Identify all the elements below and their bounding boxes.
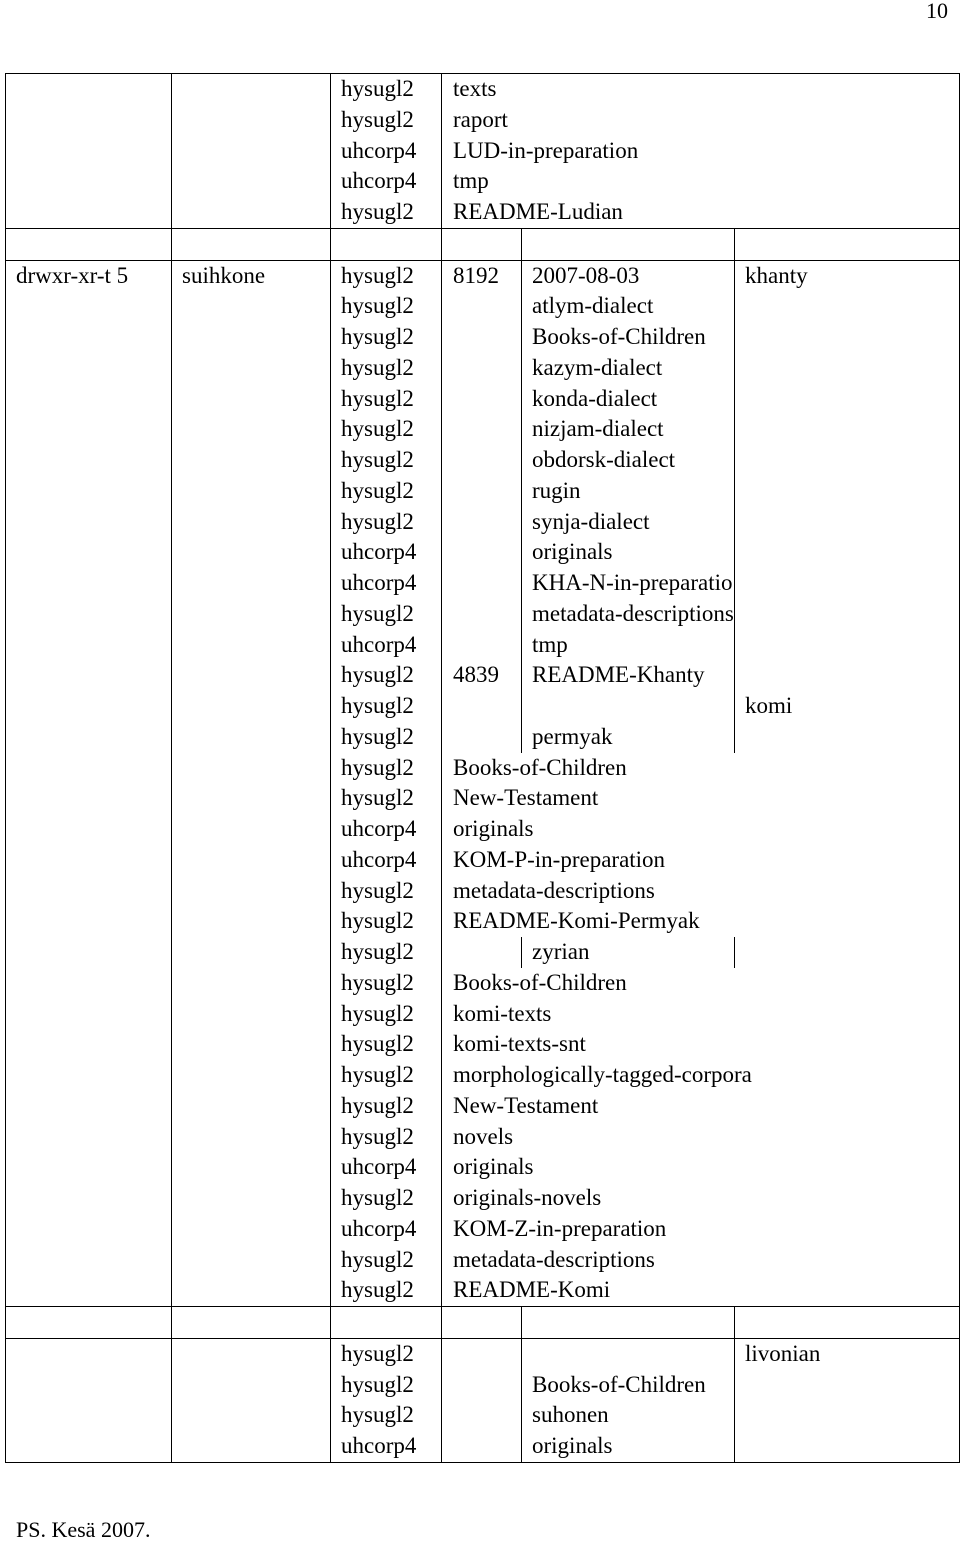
name-cell	[735, 568, 960, 599]
group-cell: hysugl2	[331, 599, 442, 630]
name-cell	[735, 445, 960, 476]
owner-cell	[172, 537, 331, 568]
size-cell: originals	[442, 814, 960, 845]
owner-cell	[172, 105, 331, 136]
permissions-cell	[6, 1122, 172, 1153]
group-cell: hysugl2	[331, 1183, 442, 1214]
name-cell	[735, 599, 960, 630]
group-cell: hysugl2	[331, 260, 442, 291]
group-cell: hysugl2	[331, 937, 442, 968]
date-cell: suhonen	[522, 1400, 735, 1431]
table-row	[6, 476, 960, 507]
owner-cell	[172, 845, 331, 876]
permissions-cell	[6, 722, 172, 753]
owner-cell	[172, 630, 331, 661]
permissions-cell	[6, 630, 172, 661]
table-row	[6, 1338, 960, 1369]
owner-cell	[172, 783, 331, 814]
table-row	[6, 322, 960, 353]
group-cell: hysugl2	[331, 414, 442, 445]
permissions-cell	[6, 1091, 172, 1122]
permissions-cell	[6, 906, 172, 937]
size-cell	[442, 691, 522, 722]
owner-cell	[172, 136, 331, 167]
size-cell: Books-of-Children	[442, 753, 960, 784]
date-cell: Books-of-Children	[522, 1370, 735, 1401]
date-cell: Books-of-Children	[522, 322, 735, 353]
owner-cell	[172, 1338, 331, 1369]
name-cell	[735, 537, 960, 568]
group-cell: uhcorp4	[331, 136, 442, 167]
table-row	[6, 260, 960, 291]
permissions-cell	[6, 1183, 172, 1214]
group-cell: hysugl2	[331, 722, 442, 753]
owner-cell: suihkone	[172, 260, 331, 291]
table-row	[6, 384, 960, 415]
table-row	[6, 1214, 960, 1245]
owner-cell	[172, 445, 331, 476]
owner-cell	[172, 1214, 331, 1245]
empty-cell	[6, 228, 172, 260]
group-cell: hysugl2	[331, 968, 442, 999]
name-cell	[735, 476, 960, 507]
name-cell	[735, 353, 960, 384]
table-row	[6, 1183, 960, 1214]
size-cell	[442, 322, 522, 353]
size-cell	[442, 1370, 522, 1401]
group-cell: hysugl2	[331, 876, 442, 907]
size-cell: originals-novels	[442, 1183, 960, 1214]
owner-cell	[172, 1431, 331, 1462]
group-cell: uhcorp4	[331, 630, 442, 661]
size-cell: metadata-descriptions	[442, 876, 960, 907]
empty-cell	[522, 228, 735, 260]
empty-cell	[442, 228, 522, 260]
owner-cell	[172, 753, 331, 784]
group-cell: uhcorp4	[331, 845, 442, 876]
owner-cell	[172, 322, 331, 353]
permissions-cell	[6, 660, 172, 691]
size-cell: tmp	[442, 166, 960, 197]
size-cell: morphologically-tagged-corpora	[442, 1060, 960, 1091]
size-cell: README-Komi-Permyak	[442, 906, 960, 937]
group-cell: hysugl2	[331, 74, 442, 105]
size-cell: texts	[442, 74, 960, 105]
owner-cell	[172, 74, 331, 105]
size-cell: README-Ludian	[442, 197, 960, 228]
group-cell: hysugl2	[331, 1370, 442, 1401]
owner-cell	[172, 353, 331, 384]
permissions-cell	[6, 568, 172, 599]
size-cell	[442, 1400, 522, 1431]
owner-cell	[172, 722, 331, 753]
table-row	[6, 906, 960, 937]
directory-listing-body	[6, 74, 960, 1463]
table-row	[6, 660, 960, 691]
size-cell: metadata-descriptions	[442, 1245, 960, 1276]
footer-note: PS. Kesä 2007.	[16, 1517, 151, 1542]
size-cell	[442, 537, 522, 568]
table-row	[6, 291, 960, 322]
group-cell: hysugl2	[331, 1060, 442, 1091]
group-cell: hysugl2	[331, 660, 442, 691]
size-cell	[442, 630, 522, 661]
empty-cell	[331, 228, 442, 260]
permissions-cell	[6, 753, 172, 784]
owner-cell	[172, 906, 331, 937]
date-cell: 2007-08-03	[522, 260, 735, 291]
permissions-cell	[6, 74, 172, 105]
empty-cell	[172, 228, 331, 260]
date-cell	[522, 691, 735, 722]
permissions-cell	[6, 105, 172, 136]
empty-cell	[735, 1307, 960, 1339]
name-cell	[735, 722, 960, 753]
permissions-cell	[6, 1400, 172, 1431]
owner-cell	[172, 968, 331, 999]
group-cell: hysugl2	[331, 1275, 442, 1306]
owner-cell	[172, 937, 331, 968]
permissions-cell	[6, 968, 172, 999]
name-cell	[735, 384, 960, 415]
permissions-cell	[6, 1431, 172, 1462]
permissions-cell	[6, 691, 172, 722]
table-row	[6, 753, 960, 784]
date-cell: originals	[522, 537, 735, 568]
table-row	[6, 999, 960, 1030]
group-cell: uhcorp4	[331, 537, 442, 568]
name-cell	[735, 1431, 960, 1462]
directory-listing-table	[5, 73, 960, 1463]
owner-cell	[172, 1275, 331, 1306]
size-cell	[442, 384, 522, 415]
date-cell: zyrian	[522, 937, 735, 968]
permissions-cell	[6, 476, 172, 507]
date-cell: metadata-descriptions	[522, 599, 735, 630]
table-row	[6, 722, 960, 753]
table-row	[6, 691, 960, 722]
permissions-cell	[6, 1152, 172, 1183]
date-cell: README-Khanty	[522, 660, 735, 691]
size-cell: LUD-in-preparation	[442, 136, 960, 167]
permissions-cell	[6, 353, 172, 384]
date-cell: synja-dialect	[522, 507, 735, 538]
size-cell	[442, 1431, 522, 1462]
group-cell: hysugl2	[331, 384, 442, 415]
size-cell: originals	[442, 1152, 960, 1183]
permissions-cell: drwxr-xr-t 5	[6, 260, 172, 291]
group-cell: hysugl2	[331, 322, 442, 353]
name-cell	[735, 660, 960, 691]
owner-cell	[172, 507, 331, 538]
group-cell: hysugl2	[331, 783, 442, 814]
owner-cell	[172, 476, 331, 507]
permissions-cell	[6, 599, 172, 630]
table-row	[6, 937, 960, 968]
empty-cell	[442, 1307, 522, 1339]
owner-cell	[172, 1400, 331, 1431]
table-row	[6, 537, 960, 568]
permissions-cell	[6, 814, 172, 845]
name-cell	[735, 1400, 960, 1431]
table-row	[6, 630, 960, 661]
owner-cell	[172, 1122, 331, 1153]
permissions-cell	[6, 1214, 172, 1245]
permissions-cell	[6, 1029, 172, 1060]
size-cell: New-Testament	[442, 783, 960, 814]
table-row	[6, 197, 960, 228]
group-cell: hysugl2	[331, 753, 442, 784]
size-cell	[442, 568, 522, 599]
permissions-cell	[6, 999, 172, 1030]
table-row	[6, 814, 960, 845]
separator-row	[6, 1307, 960, 1339]
owner-cell	[172, 1245, 331, 1276]
permissions-cell	[6, 1245, 172, 1276]
permissions-cell	[6, 445, 172, 476]
table-row	[6, 1431, 960, 1462]
permissions-cell	[6, 1338, 172, 1369]
size-cell: novels	[442, 1122, 960, 1153]
name-cell	[735, 322, 960, 353]
owner-cell	[172, 384, 331, 415]
size-cell: KOM-Z-in-preparation	[442, 1214, 960, 1245]
name-cell	[735, 1370, 960, 1401]
group-cell: hysugl2	[331, 476, 442, 507]
table-row	[6, 414, 960, 445]
table-row	[6, 1275, 960, 1306]
name-cell	[735, 630, 960, 661]
size-cell: Books-of-Children	[442, 968, 960, 999]
group-cell: uhcorp4	[331, 1152, 442, 1183]
size-cell	[442, 414, 522, 445]
group-cell: uhcorp4	[331, 1431, 442, 1462]
name-cell	[735, 291, 960, 322]
table-row	[6, 445, 960, 476]
date-cell: konda-dialect	[522, 384, 735, 415]
size-cell	[442, 1338, 522, 1369]
table-row	[6, 845, 960, 876]
date-cell: permyak	[522, 722, 735, 753]
group-cell: hysugl2	[331, 353, 442, 384]
size-cell	[442, 722, 522, 753]
table-row	[6, 1400, 960, 1431]
permissions-cell	[6, 414, 172, 445]
owner-cell	[172, 660, 331, 691]
table-row	[6, 599, 960, 630]
date-cell: nizjam-dialect	[522, 414, 735, 445]
owner-cell	[172, 599, 331, 630]
group-cell: hysugl2	[331, 507, 442, 538]
page-number: 10	[926, 0, 948, 23]
owner-cell	[172, 1183, 331, 1214]
date-cell: originals	[522, 1431, 735, 1462]
owner-cell	[172, 291, 331, 322]
table-row	[6, 166, 960, 197]
table-row	[6, 1370, 960, 1401]
permissions-cell	[6, 507, 172, 538]
group-cell: hysugl2	[331, 291, 442, 322]
name-cell: khanty	[735, 260, 960, 291]
group-cell: hysugl2	[331, 1338, 442, 1369]
permissions-cell	[6, 322, 172, 353]
name-cell	[735, 507, 960, 538]
date-cell: KHA-N-in-preparatio	[522, 568, 735, 599]
size-cell: raport	[442, 105, 960, 136]
owner-cell	[172, 1060, 331, 1091]
name-cell	[735, 414, 960, 445]
permissions-cell	[6, 136, 172, 167]
size-cell	[442, 599, 522, 630]
group-cell: hysugl2	[331, 906, 442, 937]
group-cell: uhcorp4	[331, 568, 442, 599]
table-row	[6, 568, 960, 599]
group-cell: hysugl2	[331, 1400, 442, 1431]
table-row	[6, 1152, 960, 1183]
size-cell: komi-texts-snt	[442, 1029, 960, 1060]
group-cell: hysugl2	[331, 1122, 442, 1153]
size-cell: 4839	[442, 660, 522, 691]
owner-cell	[172, 1029, 331, 1060]
group-cell: hysugl2	[331, 105, 442, 136]
name-cell: komi	[735, 691, 960, 722]
permissions-cell	[6, 197, 172, 228]
owner-cell	[172, 876, 331, 907]
size-cell	[442, 476, 522, 507]
owner-cell	[172, 414, 331, 445]
size-cell	[442, 507, 522, 538]
name-cell: livonian	[735, 1338, 960, 1369]
empty-cell	[6, 1307, 172, 1339]
table-row	[6, 507, 960, 538]
table-row	[6, 783, 960, 814]
empty-cell	[735, 228, 960, 260]
size-cell	[442, 353, 522, 384]
empty-cell	[331, 1307, 442, 1339]
size-cell: komi-texts	[442, 999, 960, 1030]
size-cell: 8192	[442, 260, 522, 291]
table-row	[6, 105, 960, 136]
date-cell	[522, 1338, 735, 1369]
permissions-cell	[6, 845, 172, 876]
date-cell: rugin	[522, 476, 735, 507]
group-cell: uhcorp4	[331, 166, 442, 197]
date-cell: kazym-dialect	[522, 353, 735, 384]
group-cell: uhcorp4	[331, 1214, 442, 1245]
permissions-cell	[6, 1060, 172, 1091]
group-cell: hysugl2	[331, 691, 442, 722]
permissions-cell	[6, 937, 172, 968]
size-cell: KOM-P-in-preparation	[442, 845, 960, 876]
size-cell: New-Testament	[442, 1091, 960, 1122]
table-row	[6, 1245, 960, 1276]
table-row	[6, 74, 960, 105]
table-row	[6, 876, 960, 907]
group-cell: hysugl2	[331, 1029, 442, 1060]
permissions-cell	[6, 166, 172, 197]
permissions-cell	[6, 1275, 172, 1306]
group-cell: uhcorp4	[331, 814, 442, 845]
permissions-cell	[6, 537, 172, 568]
owner-cell	[172, 166, 331, 197]
group-cell: hysugl2	[331, 1245, 442, 1276]
table-row	[6, 968, 960, 999]
owner-cell	[172, 814, 331, 845]
owner-cell	[172, 999, 331, 1030]
owner-cell	[172, 1152, 331, 1183]
name-cell	[735, 937, 960, 968]
permissions-cell	[6, 384, 172, 415]
size-cell: README-Komi	[442, 1275, 960, 1306]
size-cell	[442, 445, 522, 476]
group-cell: hysugl2	[331, 445, 442, 476]
table-row	[6, 1122, 960, 1153]
owner-cell	[172, 568, 331, 599]
date-cell: tmp	[522, 630, 735, 661]
table-row	[6, 1060, 960, 1091]
owner-cell	[172, 691, 331, 722]
owner-cell	[172, 1370, 331, 1401]
table-row	[6, 1091, 960, 1122]
size-cell	[442, 937, 522, 968]
group-cell: hysugl2	[331, 999, 442, 1030]
empty-cell	[172, 1307, 331, 1339]
table-row	[6, 1029, 960, 1060]
permissions-cell	[6, 876, 172, 907]
date-cell: atlym-dialect	[522, 291, 735, 322]
date-cell: obdorsk-dialect	[522, 445, 735, 476]
permissions-cell	[6, 783, 172, 814]
separator-row	[6, 228, 960, 260]
group-cell: hysugl2	[331, 1091, 442, 1122]
table-row	[6, 353, 960, 384]
owner-cell	[172, 197, 331, 228]
group-cell: hysugl2	[331, 197, 442, 228]
table-row	[6, 136, 960, 167]
empty-cell	[522, 1307, 735, 1339]
owner-cell	[172, 1091, 331, 1122]
permissions-cell	[6, 291, 172, 322]
size-cell	[442, 291, 522, 322]
permissions-cell	[6, 1370, 172, 1401]
